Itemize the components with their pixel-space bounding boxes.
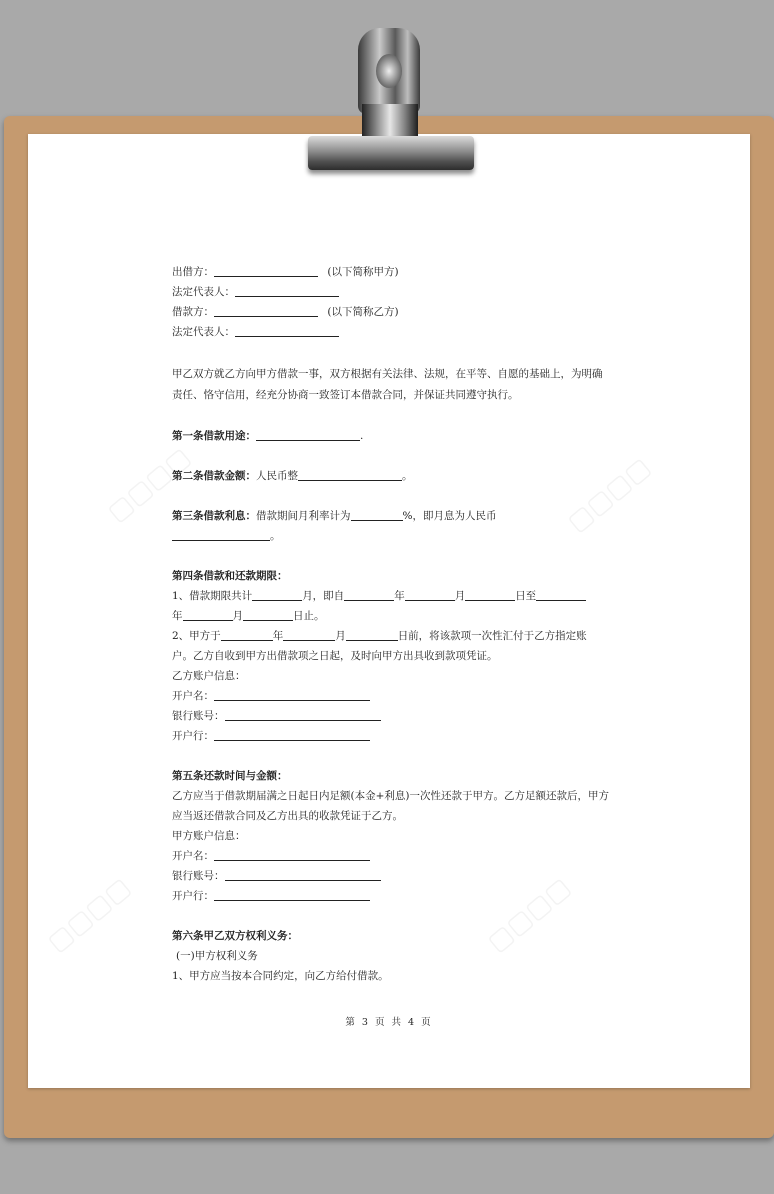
borrower-bank-line: 开户行： xyxy=(172,726,612,746)
borrower-line: 借款方： (以下简称乙方) xyxy=(172,302,612,322)
lender-account-info: 甲方账户信息： xyxy=(172,830,246,842)
purpose-blank[interactable] xyxy=(256,427,360,441)
article2-line: 第二条借款金额：人民币整 。 xyxy=(172,466,612,486)
borrower-bank-blank[interactable] xyxy=(214,727,370,741)
preamble: 甲乙双方就乙方向甲方借款一事，双方根据有关法律、法规，在平等、自愿的基础上，为明确责任、恪守信用，经充分协商一致签订本借款合同，并保证共同遵守执行。 xyxy=(172,368,603,401)
pay-month-blank[interactable] xyxy=(283,627,335,641)
lender-account-name-line: 开户名： xyxy=(172,846,612,866)
article6-item1: 1、甲方应当按本合同约定，向乙方给付借款。 xyxy=(172,970,389,982)
interest-blank[interactable] xyxy=(172,527,270,541)
borrower-account-name-blank[interactable] xyxy=(214,687,370,701)
lender-bank-account-blank[interactable] xyxy=(225,867,381,881)
article1-line: 第一条借款用途： . xyxy=(172,426,612,446)
end-day-blank[interactable] xyxy=(243,607,293,621)
binder-clip xyxy=(300,24,480,179)
lender-bank-blank[interactable] xyxy=(214,887,370,901)
pay-day-blank[interactable] xyxy=(346,627,398,641)
watermark: ▢▢▢▢ xyxy=(101,441,197,529)
contract-body xyxy=(172,262,612,986)
article4-item2-cont: 户。乙方自收到甲方出借款项之日起，及时向甲方出具收到款项凭证。 xyxy=(172,650,498,662)
term-months-blank[interactable] xyxy=(252,587,302,601)
watermark: ▢▢▢▢ xyxy=(41,871,137,959)
article3-line: 第三条借款利息：借款期间月利率计为 %，即月息为人民币 xyxy=(172,506,612,526)
clip-plate xyxy=(308,136,474,170)
article4-item1: 1、借款期限共计 月，即自 年 月 日至 xyxy=(172,586,612,606)
rate-blank[interactable] xyxy=(351,507,403,521)
article5-text-1: 乙方应当于借款期届满之日起日内足额(本金+利息)一次性还款于甲方。乙方足额还款后，甲方 xyxy=(172,790,609,802)
lender-rep-blank[interactable] xyxy=(235,283,339,297)
lender-line: 出借方： (以下简称甲方) xyxy=(172,262,612,282)
start-year-blank[interactable] xyxy=(344,587,394,601)
borrower-rep-line: 法定代表人： xyxy=(172,322,612,342)
article6-subheading: (一)甲方权利义务 xyxy=(176,950,258,962)
borrower-blank[interactable] xyxy=(214,303,318,317)
lender-bank-account-line: 银行账号： xyxy=(172,866,612,886)
article3-line2: 。 xyxy=(172,526,612,546)
clip-ring-hole xyxy=(376,54,402,88)
start-month-blank[interactable] xyxy=(405,587,455,601)
borrower-account-name-line: 开户名： xyxy=(172,686,612,706)
end-year-blank[interactable] xyxy=(536,587,586,601)
lender-bank-line: 开户行： xyxy=(172,886,612,906)
borrower-rep-blank[interactable] xyxy=(235,323,339,337)
article5-text-2: 应当返还借款合同及乙方出具的收款凭证于乙方。 xyxy=(172,810,403,822)
borrower-bank-account-blank[interactable] xyxy=(225,707,381,721)
start-day-blank[interactable] xyxy=(465,587,515,601)
lender-account-name-blank[interactable] xyxy=(214,847,370,861)
watermark: ▢▢▢▢ xyxy=(561,451,657,539)
borrower-account-info: 乙方账户信息： xyxy=(172,670,246,682)
watermark: ▢▢▢▢ xyxy=(481,871,577,959)
borrower-bank-account-line: 银行账号： xyxy=(172,706,612,726)
lender-blank[interactable] xyxy=(214,263,318,277)
end-month-blank[interactable] xyxy=(183,607,233,621)
pay-year-blank[interactable] xyxy=(221,627,273,641)
page-number: 第 3 页 共 4 页 xyxy=(345,1017,433,1028)
amount-blank[interactable] xyxy=(298,467,402,481)
article4-item1-cont: 年 月 日止。 xyxy=(172,606,612,626)
article5-title: 第五条还款时间与金额： xyxy=(172,770,288,782)
article4-title: 第四条借款和还款期限： xyxy=(172,570,288,582)
article4-item2: 2、甲方于 年 月 日前，将该款项一次性汇付于乙方指定账 xyxy=(172,626,612,646)
article6-title: 第六条甲乙双方权利义务： xyxy=(172,930,298,942)
lender-rep-line: 法定代表人： xyxy=(172,282,612,302)
